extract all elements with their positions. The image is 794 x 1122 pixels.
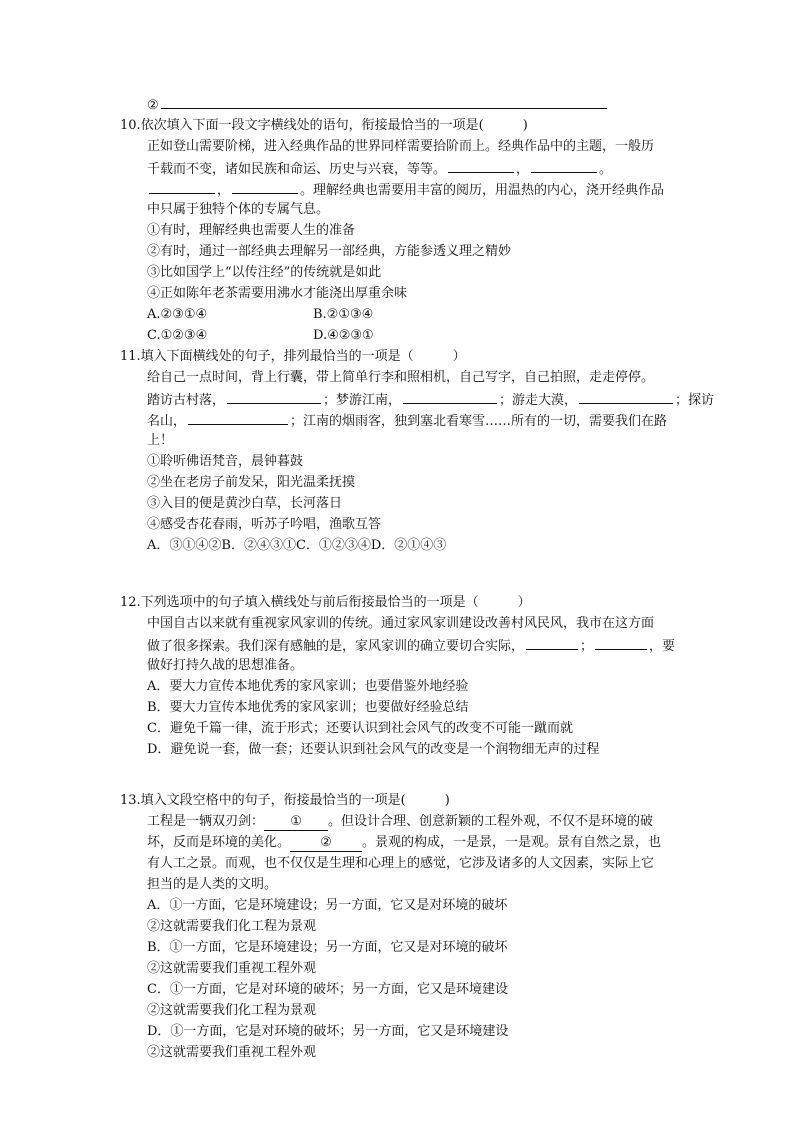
q11-blank-3 <box>579 389 673 404</box>
q11-options[interactable]: A．③①④②B．②④③①C．①②③④D．②①④③ <box>147 538 447 553</box>
q10-option-c[interactable]: C.①②③④ <box>147 328 208 343</box>
prev-answer-line <box>147 94 609 114</box>
q10-item-4: ④正如陈年老茶需要用沸水才能浇出厚重余味 <box>147 286 408 301</box>
q11-item-2: ②坐在老房子前发呆，阳光温柔抚摸 <box>147 475 356 490</box>
q12-option-c[interactable]: C．避免千篇一律，流于形式；还要认识到社会风气的改变不可能一蹴而就 <box>147 721 573 736</box>
q11-blank-2 <box>403 389 497 404</box>
q11-passage-3: 名山， ；江南的烟雨客，独到塞北看寒雪……所有的一切，需要我们在路 <box>147 410 667 430</box>
q12-title: 12.下列选项中的句子填入横线处与前后衔接最恰当的一项是（ ） <box>120 595 531 610</box>
q11-passage-1: 给自己一点时间，背上行囊，带上简单行李和照相机，自己写字，自己拍照，走走停停。 <box>147 370 655 385</box>
answer-marker: ② <box>147 98 159 113</box>
q10-item-3: ③比如国学上“以传注经”的传统就是如此 <box>147 265 382 280</box>
q10-option-b[interactable]: B.②①③④ <box>313 307 374 322</box>
q11-passage-2: 踏访古村落， ；梦游江南， ；游走大漠， ；探访 <box>147 389 714 409</box>
q13-blank-1: ① <box>264 814 328 831</box>
q12-option-d[interactable]: D．避免说一套，做一套；还要认识到社会风气的改变是一个润物细无声的过程 <box>147 742 600 757</box>
q10-blank-4 <box>232 179 298 194</box>
q11-item-4: ④感受杏花春雨，听苏子吟唱，渔歌互答 <box>147 517 382 532</box>
q10-item-1: ①有时，理解经典也需要人生的准备 <box>147 223 356 238</box>
answer-blank <box>161 94 607 109</box>
q12-option-b[interactable]: B．要大力宣传本地优秀的家风家训；也要做好经验总结 <box>147 700 469 715</box>
q13-option-c-1[interactable]: C．①一方面，它是对环境的破坏；另一方面，它又是环境建设 <box>147 982 508 997</box>
q12-passage-1: 中国自古以来就有重视家风家训的传统。通过家风家训建设改善村风民风，我市在这方面 <box>147 616 655 631</box>
q13-option-b-1[interactable]: B．①一方面，它是环境建设；另一方面，它又是对环境的破坏 <box>147 940 508 955</box>
q10-passage-3: ， 。理解经典也需要用丰富的阅历，用温热的内心，浇开经典作品 <box>147 179 664 199</box>
q10-item-2: ②有时，通过一部经典去理解另一部经典，方能参透义理之精妙 <box>147 244 512 259</box>
q11-blank-4 <box>188 410 288 425</box>
q12-option-a[interactable]: A．要大力宣传本地优秀的家风家训；也要借鉴外地经验 <box>147 679 469 694</box>
q13-option-c-2: ②这就需要我们化工程为景观 <box>147 1003 317 1018</box>
q13-blank-2: ② <box>290 835 362 852</box>
q10-blank-3 <box>149 179 215 194</box>
q13-passage-4: 担当的是人类的文明。 <box>147 877 278 892</box>
q11-passage-4: 上！ <box>147 433 174 448</box>
q10-blank-1 <box>448 158 514 173</box>
q11-item-1: ①聆听佛语梵音，晨钟暮鼓 <box>147 454 304 469</box>
q13-title: 13.填入文段空格中的句子，衔接最恰当的一项是( ) <box>120 793 450 808</box>
q13-option-a-2: ②这就需要我们化工程为景观 <box>147 919 317 934</box>
q10-blank-2 <box>531 158 597 173</box>
q11-title: 11.填入下面横线处的句子，排列最恰当的一项是（ ） <box>120 349 466 364</box>
q13-option-a-1[interactable]: A．①一方面，它是环境建设；另一方面，它又是对环境的破坏 <box>147 898 508 913</box>
q10-option-a[interactable]: A.②③①④ <box>147 307 208 322</box>
q10-passage-4: 中只属于独特个体的专属气息。 <box>147 202 330 217</box>
q10-passage-1: 正如登山需要阶梯，进入经典作品的世界同样需要拾阶而上。经典作品中的主题，一般历 <box>147 139 655 154</box>
q12-blank-1 <box>526 635 578 650</box>
q12-passage-2: 做了很多探索。我们深有感触的是，家风家训的确立要切合实际， ； ，要 <box>147 635 675 655</box>
q10-options-ab <box>147 305 373 325</box>
q10-options-cd <box>147 326 374 346</box>
q12-passage-3: 做好打持久战的思想准备。 <box>147 658 304 673</box>
q10-passage-2: 千载而不变，诸如民族和命运、历史与兴衰，等等。 ， 。 <box>147 158 612 178</box>
q12-blank-2 <box>595 635 647 650</box>
q13-passage-1: 工程是一辆双刃剑： ① 。但设计合理、创意新颖的工程外观，不仅不是环境的破 <box>147 814 654 829</box>
q11-item-3: ③入目的便是黄沙白草，长河落日 <box>147 496 343 511</box>
q13-option-d-2: ②这就需要我们重视工程外观 <box>147 1045 317 1060</box>
q13-option-b-2: ②这就需要我们重视工程外观 <box>147 961 317 976</box>
q10-title: 10.依次填入下面一段文字横线处的语句，衔接最恰当的一项是( ) <box>120 118 528 133</box>
q11-blank-1 <box>227 389 321 404</box>
q13-passage-2: 坏，反而是环境的美化。 ② 。景观的构成，一是景，一是观。景有自然之景，也 <box>147 835 662 850</box>
q10-option-d[interactable]: D.④②③① <box>313 328 374 343</box>
q13-option-d-1[interactable]: D．①一方面，它是对环境的破坏；另一方面，它又是环境建设 <box>147 1024 509 1039</box>
q13-passage-3: 有人工之景。而观，也不仅仅是生理和心理上的感觉，它涉及诸多的人文因素，实际上它 <box>147 856 655 871</box>
